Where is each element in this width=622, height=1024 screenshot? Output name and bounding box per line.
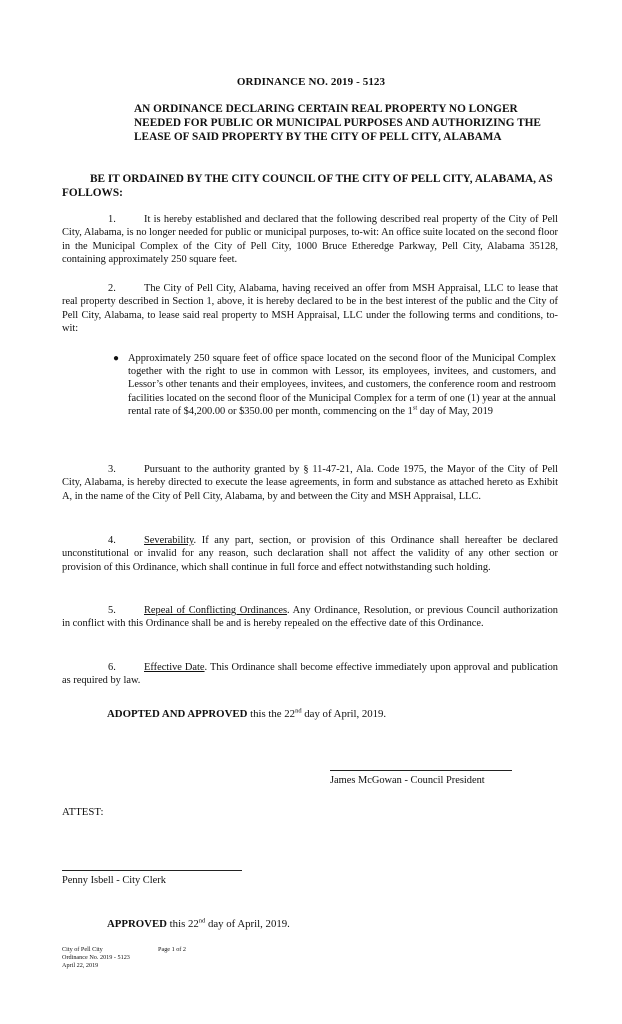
section-4-label: Severability	[144, 535, 194, 546]
adopted-sup: nd	[295, 707, 302, 715]
section-4-number: 4.	[108, 535, 116, 546]
lease-terms-text-a: Approximately 250 square feet of office space located on the second floor of the Municipal Complex together with the right to use in common with Lessor, its employees, invitees, and customers, and Lessor’s other tenants and their employees, invitees, and customers, the conference room and restroom facilities located on the second floor of the Municipal Complex for a term of one (1) year at the annual rental rate of $4,200.00 or $350.00 per month, commencing on the 1	[128, 353, 556, 417]
footer-ordinance-number: Ordinance No. 2019 - 5123	[62, 954, 130, 961]
section-2-text: The City of Pell City, Alabama, having received an offer from MSH Appraisal, LLC to lease that real property described in Section 1, above, it is hereby declared to be in the best interest of the public and the City of Pell City, Alabama, to lease said real property to MSH Appraisal, LLC under the following terms and conditions, to-wit:	[62, 283, 558, 335]
section-5-text: . Any Ordinance, Resolution, or previous Council authorization in conflict with this Ordinance shall be and is hereby repealed on the effective date of this Ordinance.	[62, 605, 558, 630]
section-1-text: It is hereby established and declared that the following described real property of the City of Pell City, Alabama, is no longer needed for public or municipal purposes, to-wit: An office suite located on the second floor in the Municipal Complex of the City of Pell City, 1000 Bruce Etheredge Parkway, Pell City, Alabama 35128, containing approximately 250 square feet.	[62, 214, 558, 266]
section-2-number: 2.	[108, 283, 116, 294]
footer-info	[62, 946, 130, 970]
city-clerk-name: Penny Isbell - City Clerk	[62, 875, 166, 886]
approved-text-b: day of April, 2019.	[205, 918, 290, 930]
approved-sup: nd	[198, 917, 206, 925]
section-6-text: . This Ordinance shall become effective immediately upon approval and publication as required by law.	[62, 662, 558, 687]
lease-terms-bullet	[113, 352, 556, 418]
clerk-signature-line	[62, 870, 242, 871]
adopted-text-a: this the 22	[247, 708, 296, 720]
ordinance-title: ORDINANCE NO. 2019 - 5123	[236, 76, 386, 88]
approved-label: APPROVED	[107, 918, 167, 930]
attest-label: ATTEST:	[62, 806, 104, 818]
footer-city: City of Pell City	[62, 946, 103, 953]
section-2	[62, 282, 558, 336]
section-6-number: 6.	[108, 662, 116, 673]
section-4-text: . If any part, section, or provision of this Ordinance shall hereafter be declared unconstitutional or invalid for any reason, such declaration shall not affect the validity of any other section or provision of this Ordinance, which shall continue in full force and effect notwithstanding such holding.	[62, 535, 558, 573]
ordaining-clause: BE IT ORDAINED BY THE CITY COUNCIL OF THE CITY OF PELL CITY, ALABAMA, AS FOLLOWS:	[62, 173, 553, 199]
section-3-number: 3.	[108, 464, 116, 475]
approved-text-a: this 22	[166, 918, 199, 930]
council-president-name: James McGowan - Council President	[330, 775, 485, 786]
section-3	[62, 463, 558, 503]
section-5	[62, 604, 558, 631]
section-3-text: Pursuant to the authority granted by § 11-47-21, Ala. Code 1975, the Mayor of the City of Pell City, Alabama, is hereby directed to execute the lease agreements, in form and substance as attached hereto as Exhibit A, in the name of the City of Pell City, Alabama, by and between the City and MSH Appraisal, LLC.	[62, 464, 558, 502]
president-signature-line	[330, 770, 512, 771]
lease-terms-text-b: day of May, 2019	[417, 405, 493, 417]
ordinance-heading: AN ORDINANCE DECLARING CERTAIN REAL PROPERTY NO LONGER NEEDED FOR PUBLIC OR MUNICIPAL PURPOSES AND AUTHORIZING THE LEASE OF SAID PROPERTY BY THE CITY OF PELL CITY, ALABAMA	[134, 103, 541, 143]
section-1	[62, 213, 558, 267]
section-5-label: Repeal of Conflicting Ordinances	[144, 605, 288, 616]
adopted-text-b: day of April, 2019.	[301, 708, 387, 720]
bullet-icon: ●	[113, 353, 120, 364]
section-5-number: 5.	[108, 605, 116, 616]
section-6-label: Effective Date	[144, 662, 205, 673]
section-4	[62, 534, 558, 574]
adopted-statement	[107, 708, 386, 720]
lease-terms-sup: st	[412, 404, 418, 412]
adopted-label: ADOPTED AND APPROVED	[107, 708, 248, 720]
page-number: Page 1 of 2	[158, 946, 187, 953]
section-1-number: 1.	[108, 214, 116, 225]
section-6	[62, 661, 558, 688]
footer-date: April 22, 2019	[62, 962, 99, 969]
approved-statement	[107, 918, 290, 930]
